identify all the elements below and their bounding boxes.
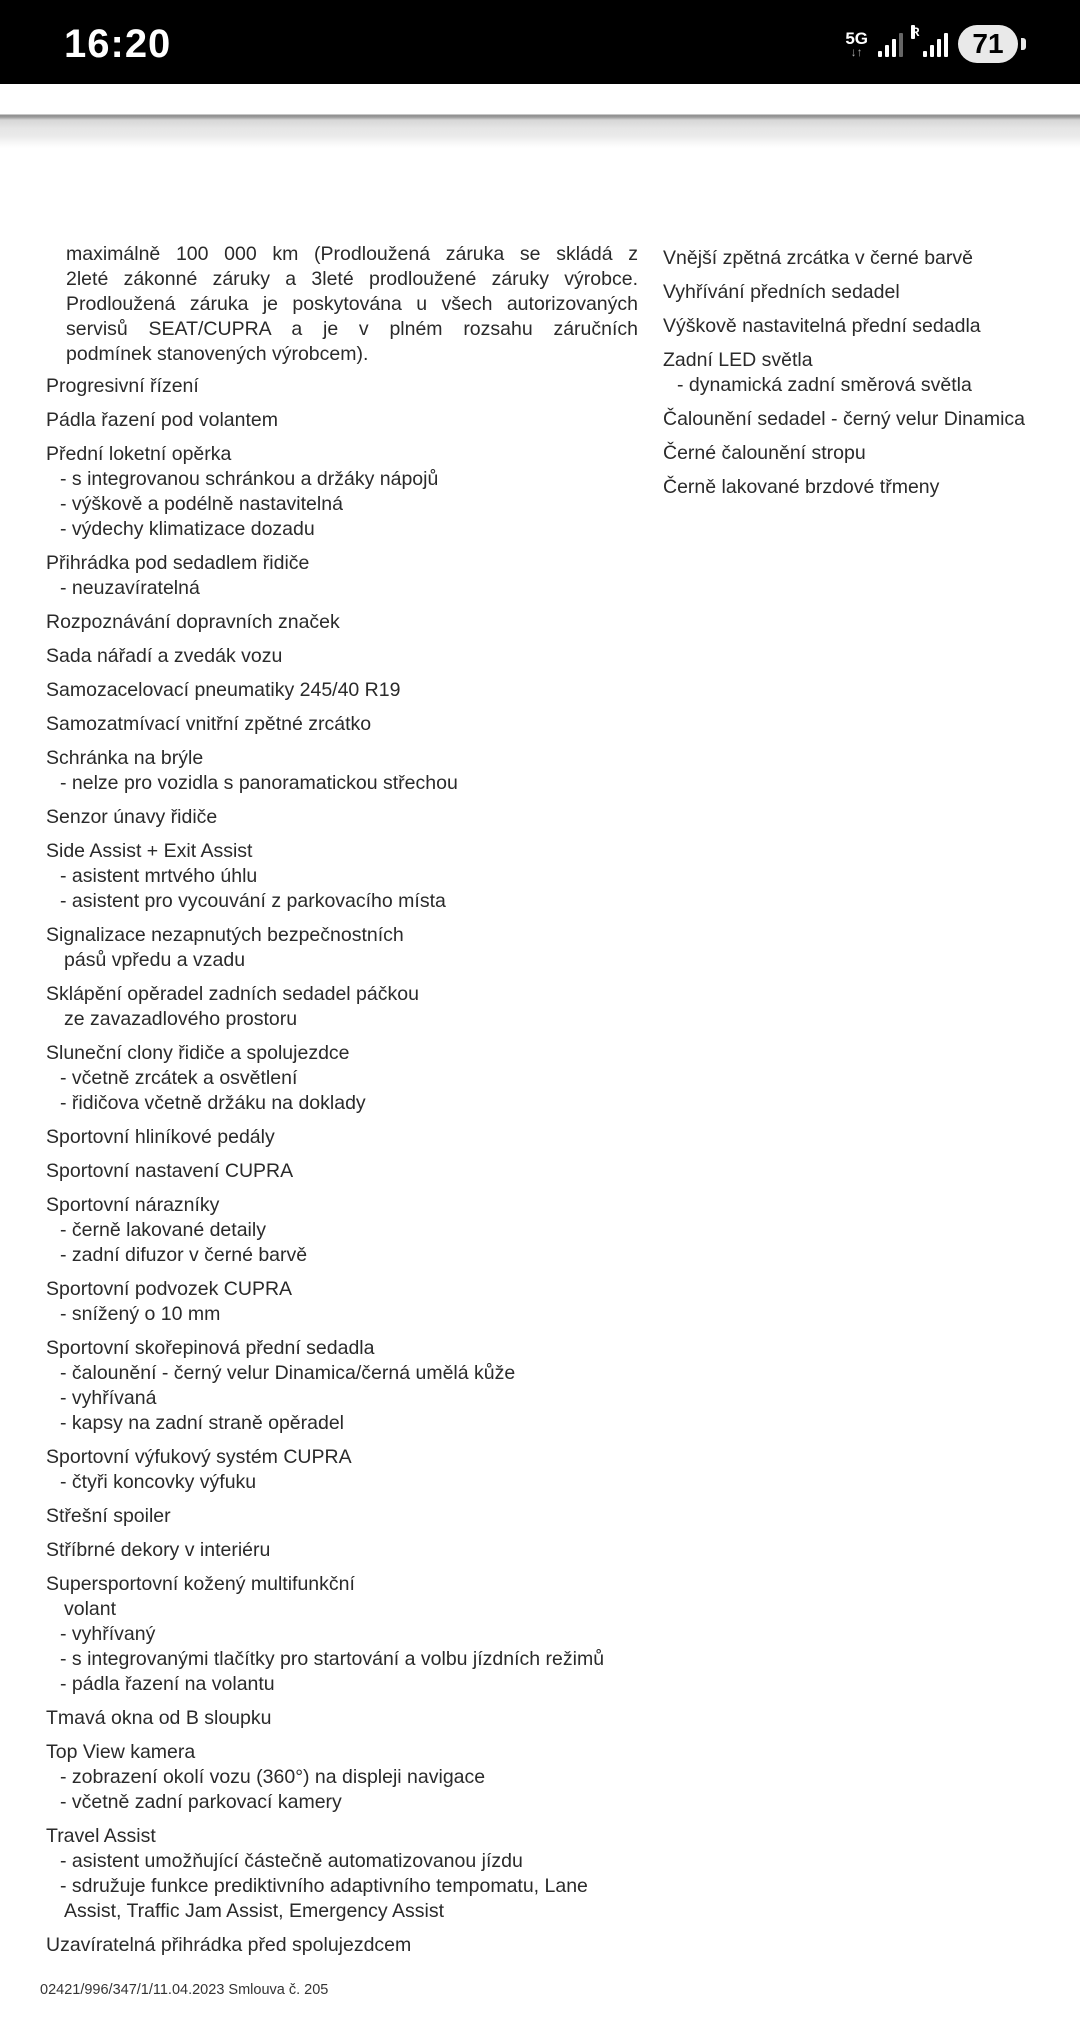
- spec-item-title: Senzor únavy řidiče: [46, 806, 218, 828]
- spec-item-detail: - černě lakované detaily: [60, 1219, 266, 1241]
- spec-item-title: Přední loketní opěrka: [46, 443, 232, 465]
- spec-item-detail: - s integrovanými tlačítky pro startování a volbu jízdních režimů: [60, 1648, 605, 1670]
- spec-item: [46, 1572, 666, 1697]
- spec-item: [46, 712, 666, 737]
- spec-item: [46, 644, 666, 669]
- spec-item-detail: - kapsy na zadní straně opěradel: [60, 1412, 345, 1434]
- spec-item-detail: - vyhřívaná: [60, 1387, 157, 1409]
- spec-item-title: Stříbrné dekory v interiéru: [46, 1539, 271, 1561]
- spec-item: [46, 805, 666, 830]
- spec-item-detail: - dynamická zadní směrová světla: [677, 374, 972, 396]
- spec-item-detail: - výdechy klimatizace dozadu: [60, 518, 315, 540]
- spec-item-detail: - zadní difuzor v černé barvě: [60, 1244, 308, 1266]
- spec-item-detail: - výškově a podélně nastavitelná: [60, 493, 343, 515]
- spec-item-title: Sportovní podvozek CUPRA: [46, 1278, 293, 1300]
- spec-item-detail: - včetně zrcátek a osvětlení: [60, 1067, 298, 1089]
- intro-paragraph: [66, 242, 638, 367]
- spec-item-title: Černě lakované brzdové třmeny: [663, 476, 940, 498]
- spec-item-title: Pádla řazení pod volantem: [46, 409, 278, 431]
- spec-item-detail: ze zavazadlového prostoru: [64, 1008, 298, 1030]
- spec-item-title: Sportovní nastavení CUPRA: [46, 1160, 294, 1182]
- battery-icon: 71: [958, 25, 1018, 63]
- spec-item-detail: Assist, Traffic Jam Assist, Emergency Assist: [64, 1900, 444, 1922]
- spec-item-title: Sportovní hliníkové pedály: [46, 1126, 275, 1148]
- spec-item: [663, 348, 1073, 398]
- spec-item: [663, 246, 1073, 271]
- spec-item-detail: - čalounění - černý velur Dinamica/černá umělá kůže: [60, 1362, 516, 1384]
- spec-item-title: Černé čalounění stropu: [663, 442, 866, 464]
- left-column: [46, 374, 666, 1967]
- spec-item-detail: - sdružuje funkce prediktivního adaptivního tempomatu, Lane: [60, 1875, 588, 1897]
- spec-item-detail: - čtyři koncovky výfuku: [60, 1471, 257, 1493]
- spec-item-detail: - vyhřívaný: [60, 1623, 156, 1645]
- spec-item: [46, 1445, 666, 1495]
- spec-item-title: Střešní spoiler: [46, 1505, 171, 1527]
- spec-item: [663, 475, 1073, 500]
- intro-line: podmínek stanovených výrobcem).: [66, 343, 369, 365]
- spec-item-title: Schránka na brýle: [46, 747, 204, 769]
- spec-item: [46, 1933, 666, 1958]
- spec-item: [46, 1277, 666, 1327]
- spec-item: [663, 407, 1073, 432]
- spec-item-title: Progresivní řízení: [46, 375, 199, 397]
- spec-item-title: Samozatmívací vnitřní zpětné zrcátko: [46, 713, 372, 735]
- spec-item: [46, 1824, 666, 1924]
- spec-item: [663, 441, 1073, 466]
- spec-item-detail: - snížený o 10 mm: [60, 1303, 221, 1325]
- intro-line: servisů SEAT/CUPRA a je v plném rozsahu záručních: [66, 318, 638, 340]
- spec-item-title: Zadní LED světla: [663, 349, 813, 371]
- spec-item: [46, 610, 666, 635]
- spec-item-title: Uzavíratelná přihrádka před spolujezdcem: [46, 1934, 412, 1956]
- spec-item: [46, 746, 666, 796]
- spec-item-title: Travel Assist: [46, 1825, 156, 1847]
- spec-item: [46, 551, 666, 601]
- spec-item-detail: - asistent pro vycouvání z parkovacího místa: [60, 890, 446, 912]
- spec-item-title: Sportovní skořepinová přední sedadla: [46, 1337, 375, 1359]
- spec-item: [46, 839, 666, 914]
- spec-item-title: Vnější zpětná zrcátka v černé barvě: [663, 247, 973, 269]
- spec-item-detail: - asistent umožňující částečně automatizovanou jízdu: [60, 1850, 523, 1872]
- intro-line: Prodloužená záruka je poskytována u všech autorizovaných: [66, 293, 638, 315]
- spec-item: [46, 678, 666, 703]
- spec-item: [46, 1740, 666, 1815]
- spec-item-detail: - asistent mrtvého úhlu: [60, 865, 258, 887]
- spec-item-title: Top View kamera: [46, 1741, 196, 1763]
- spec-item-title: Tmavá okna od B sloupku: [46, 1707, 272, 1729]
- spec-item-title: Vyhřívání předních sedadel: [663, 281, 900, 303]
- spec-item-title: Supersportovní kožený multifunkční: [46, 1573, 355, 1595]
- spec-item-title: Sportovní nárazníky: [46, 1194, 220, 1216]
- spec-item-detail: - zobrazení okolí vozu (360°) na displeji navigace: [60, 1766, 486, 1788]
- spec-item-detail: - nelze pro vozidla s panoramatickou střechou: [60, 772, 458, 794]
- spec-item-title: Výškově nastavitelná přední sedadla: [663, 315, 981, 337]
- spec-item: [46, 1538, 666, 1563]
- spec-item: [46, 1193, 666, 1268]
- spec-item: [46, 1041, 666, 1116]
- spec-item: [663, 280, 1073, 305]
- spec-item: [46, 1159, 666, 1184]
- spec-item-title: Samozacelovací pneumatiky 245/40 R19: [46, 679, 401, 701]
- spec-item-title: Sada nářadí a zvedák vozu: [46, 645, 283, 667]
- spec-item-detail: - pádla řazení na volantu: [60, 1673, 275, 1695]
- roaming-signal-icon: R: [913, 31, 948, 57]
- spec-item-detail: pásů vpředu a vzadu: [64, 949, 246, 971]
- spec-item-title: Přihrádka pod sedadlem řidiče: [46, 552, 310, 574]
- spec-item-detail: - neuzavíratelná: [60, 577, 200, 599]
- spec-item: [46, 442, 666, 542]
- spec-item: [46, 1336, 666, 1436]
- document-code: 02421/996/347/1/11.04.2023 Smlouva č. 205: [40, 1982, 329, 1998]
- spec-item-title: Čalounění sedadel - černý velur Dinamica: [663, 408, 1026, 430]
- spec-item-title: Sklápění opěradel zadních sedadel páčkou: [46, 983, 419, 1005]
- spec-item-title: Rozpoznávání dopravních značek: [46, 611, 340, 633]
- document-page: [0, 150, 1080, 2030]
- spec-item: [46, 923, 666, 973]
- spec-item: [46, 374, 666, 399]
- spec-item: [46, 982, 666, 1032]
- spec-item-title: Signalizace nezapnutých bezpečnostních: [46, 924, 404, 946]
- spec-item: [663, 314, 1073, 339]
- page-top-edge: [0, 84, 1080, 150]
- intro-line: maximálně 100 000 km (Prodloužená záruka se skládá z: [66, 243, 638, 265]
- spec-item: [46, 408, 666, 433]
- status-bar: [0, 0, 1080, 84]
- spec-item-detail: - včetně zadní parkovací kamery: [60, 1791, 342, 1813]
- spec-item: [46, 1706, 666, 1731]
- status-time: 16:20: [64, 22, 172, 66]
- intro-line: 2leté zákonné záruky a 3leté prodloužené záruky výrobce.: [66, 268, 638, 290]
- spec-item-detail: - s integrovanou schránkou a držáky nápojů: [60, 468, 439, 490]
- signal-strength-icon: [878, 31, 903, 57]
- status-icons: [845, 24, 1018, 64]
- spec-item-title: Sluneční clony řidiče a spolujezdce: [46, 1042, 350, 1064]
- spec-item-title: Sportovní výfukový systém CUPRA: [46, 1446, 352, 1468]
- spec-item-detail: - řidičova včetně držáku na doklady: [60, 1092, 366, 1114]
- right-column: [663, 246, 1073, 509]
- spec-item-detail: volant: [64, 1598, 117, 1620]
- spec-item: [46, 1125, 666, 1150]
- spec-item: [46, 1504, 666, 1529]
- network-5g-icon: 5G ↓↑: [845, 29, 868, 59]
- spec-item-title: Side Assist + Exit Assist: [46, 840, 253, 862]
